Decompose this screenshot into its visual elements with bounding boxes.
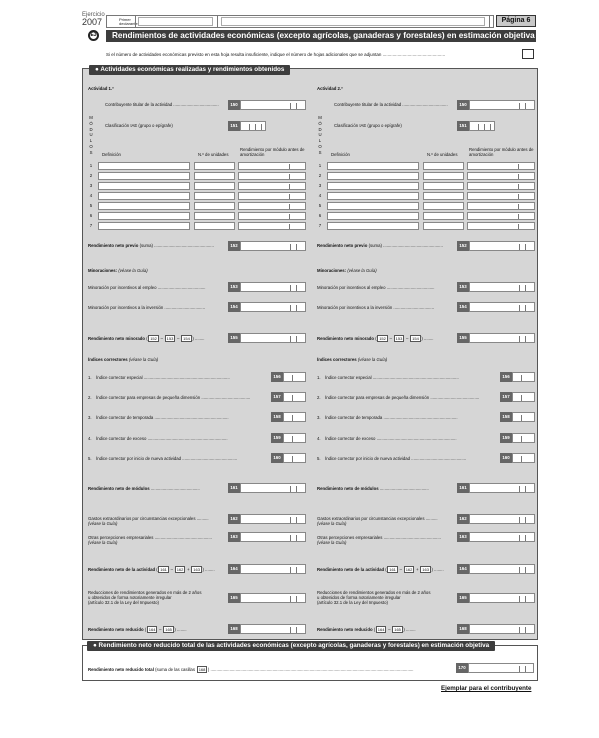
- reducciones-l1: Reducciones de rendimientos generados en más de 2 años: [317, 590, 431, 595]
- rn-minorado-text: Rendimiento neto minorado: [317, 336, 375, 341]
- indices-suffix: (véase la Guía): [357, 357, 388, 362]
- module-definicion-field[interactable]: [98, 192, 190, 200]
- col-definicion-header: Definición: [331, 152, 350, 157]
- reducciones-l2: u obtenidos de forma notoriamente irregular: [317, 595, 401, 600]
- indice-field[interactable]: [283, 453, 306, 463]
- module-definicion-field[interactable]: [327, 192, 419, 200]
- indice-field[interactable]: [283, 412, 306, 422]
- minoraciones-line: [317, 268, 377, 273]
- module-definicion-field[interactable]: [98, 202, 190, 210]
- module-rendimiento-field[interactable]: [467, 222, 535, 230]
- indice-field[interactable]: [512, 392, 535, 402]
- ejemplar-contribuyente: Ejemplar para el contribuyente: [441, 685, 532, 692]
- module-definicion-field[interactable]: [327, 182, 419, 190]
- casilla-161: 161: [228, 483, 240, 493]
- module-definicion-field[interactable]: [327, 172, 419, 180]
- rn-previo-line: [88, 243, 214, 248]
- iae-field[interactable]: [240, 121, 266, 131]
- casilla-155: 155: [228, 333, 240, 343]
- modelo-badge: E3: [88, 30, 99, 41]
- modulos-letter: U: [89, 132, 93, 138]
- modulos-letter: S: [89, 149, 93, 155]
- casilla-indice: 158: [271, 412, 283, 422]
- module-unidades-field[interactable]: [423, 202, 464, 210]
- casilla-168: 168: [457, 624, 469, 634]
- rn-actividad-ref: 161: [160, 567, 167, 572]
- casilla-168: 168: [228, 624, 240, 634]
- module-unidades-field[interactable]: [423, 192, 464, 200]
- indice-number: 1.: [317, 375, 321, 380]
- casilla-161: 161: [457, 483, 469, 493]
- casilla-indice: 156: [500, 372, 512, 382]
- module-row-number: 7: [89, 223, 93, 228]
- casilla-151: 151: [457, 121, 469, 131]
- page-number: Página 6: [496, 15, 536, 27]
- casilla-153: 153: [228, 282, 240, 292]
- rn-modulos-dots: .........................................: [379, 486, 429, 491]
- module-unidades-field[interactable]: [194, 222, 235, 230]
- casilla-162: 162: [457, 514, 469, 524]
- reducciones-l3: (artículo 32.1 de la Ley del Impuesto): [88, 600, 159, 605]
- primer-declarante-label: Primer declarante: [119, 17, 138, 27]
- rn-actividad-ref: 162: [176, 567, 184, 572]
- otras-guia: (véase la Guía): [317, 540, 347, 545]
- rn-actividad-ref: 162: [405, 567, 413, 572]
- module-row-number: 6: [318, 213, 322, 218]
- activity-2: [316, 69, 542, 639]
- clasif-iae-label: Clasificación IAE (grupo o epígrafe): [334, 123, 402, 128]
- rn-modulos-label: Rendimiento neto de módulos: [317, 486, 379, 491]
- minoraciones-line: [88, 268, 148, 273]
- casilla-163: 163: [228, 532, 240, 542]
- col-unidades-header: N.º de unidades: [198, 152, 229, 157]
- titular-field[interactable]: [240, 100, 306, 110]
- module-row-number: 3: [318, 183, 322, 188]
- indice-label: Índice corrector especial ........................................................................: [96, 375, 230, 380]
- casilla-152: 152: [228, 241, 240, 251]
- indice-label: Índice corrector por inicio de nueva actividad ..............................................: [325, 455, 467, 461]
- casilla-indice: 157: [500, 392, 512, 402]
- rn-minorado-field[interactable]: [469, 333, 535, 343]
- reducciones-l1: Reducciones de rendimientos generados en más de 2 años: [88, 590, 202, 595]
- min-inversion-field[interactable]: [469, 302, 535, 312]
- casilla-163: 163: [457, 532, 469, 542]
- activity-title: Actividad 2.ª: [317, 86, 343, 91]
- activity-1: [87, 69, 313, 639]
- module-row-number: 3: [89, 183, 93, 188]
- rn-reducido-text: Rendimiento neto reducido: [88, 627, 144, 632]
- module-definicion-field[interactable]: [327, 222, 419, 230]
- min-inversion-field[interactable]: [240, 302, 306, 312]
- casilla-150: 150: [228, 100, 240, 110]
- gastos-label: Gastos extraordinarios por circunstancias excepcionales ..........: [317, 516, 438, 521]
- min-empleo-label: Minoración por incentivos al empleo ........................................: [88, 285, 206, 290]
- casilla-162: 162: [228, 514, 240, 524]
- indice-label: Índice corrector de temporada ..............................................................: [96, 415, 229, 421]
- module-rendimiento-field[interactable]: [238, 182, 306, 190]
- module-row-number: 4: [318, 193, 322, 198]
- module-row-number: 7: [318, 223, 322, 228]
- otras-label: Otras percepciones empresariales ................................................: [317, 535, 441, 540]
- rn-reducido-ref: 164: [148, 627, 156, 632]
- modulos-letter: Ó: [318, 120, 322, 126]
- module-definicion-field[interactable]: [98, 162, 190, 170]
- indices-label: Índices correctores: [88, 357, 128, 362]
- modulos-letter: Ó: [89, 120, 93, 126]
- rn-modulos-label: Rendimiento neto de módulos: [88, 486, 150, 491]
- module-rendimiento-field[interactable]: [467, 172, 535, 180]
- casilla-indice: 160: [500, 453, 512, 463]
- minoraciones-label: Minoraciones:: [317, 268, 347, 273]
- ejercicio-year: 2007: [82, 17, 103, 27]
- rn-reducido-ref: 165: [165, 627, 172, 632]
- rn-actividad: Rendimiento neto de la actividad ( 161 – 162 + 163 ) ........: [317, 567, 444, 572]
- rn-reducido-ref: 165: [394, 627, 401, 632]
- rn-actividad-text: Rendimiento neto de la actividad: [317, 567, 385, 572]
- module-unidades-field[interactable]: [194, 202, 235, 210]
- otras-field[interactable]: [240, 532, 306, 542]
- rn-reducido-text: Rendimiento neto reducido: [317, 627, 373, 632]
- iae-field[interactable]: [469, 121, 495, 131]
- indice-field[interactable]: [512, 412, 535, 422]
- module-rendimiento-field[interactable]: [238, 212, 306, 220]
- module-definicion-field[interactable]: [98, 182, 190, 190]
- module-unidades-field[interactable]: [194, 212, 235, 220]
- casilla-164: 164: [457, 564, 469, 574]
- rn-modulos-field[interactable]: [469, 483, 535, 493]
- module-rendimiento-field[interactable]: [467, 182, 535, 190]
- modulos-letter: L: [318, 138, 322, 144]
- casilla-indice: 158: [500, 412, 512, 422]
- rn-previo-line: [317, 243, 443, 248]
- hojas-adicionales-field[interactable]: [522, 49, 534, 59]
- total-ref-168: 168: [198, 667, 206, 672]
- module-definicion-field[interactable]: [327, 212, 419, 220]
- indice-field[interactable]: [512, 433, 535, 443]
- indice-label: Índice corrector especial ........................................................................: [325, 375, 459, 380]
- casilla-165: 165: [457, 593, 469, 603]
- rn-previo-field[interactable]: [469, 241, 535, 251]
- nif-field[interactable]: [138, 17, 213, 26]
- rn-reducido-field[interactable]: [469, 624, 535, 634]
- otras-label: Otras percepciones empresariales ................................................: [88, 535, 212, 540]
- indice-field[interactable]: [283, 392, 306, 402]
- modulos-letter: D: [89, 126, 93, 132]
- col-rendimiento-header: Rendimiento por módulo antes de amortización: [240, 147, 305, 157]
- module-rendimiento-field[interactable]: [467, 212, 535, 220]
- titular-field[interactable]: [469, 100, 535, 110]
- module-unidades-field[interactable]: [423, 182, 464, 190]
- rn-reducido-field[interactable]: [240, 624, 306, 634]
- total-box: [82, 642, 538, 681]
- gastos-field[interactable]: [469, 514, 535, 524]
- indice-label: Índice corrector para empresas de pequeña dimensión .........................................: [96, 395, 251, 401]
- clasif-iae-label: Clasificación IAE (grupo o epígrafe): [105, 123, 173, 128]
- indice-number: 4.: [88, 435, 92, 441]
- module-rendimiento-field[interactable]: [238, 202, 306, 210]
- module-row-number: 2: [318, 173, 322, 178]
- indice-field[interactable]: [283, 372, 306, 382]
- module-row-number: 4: [89, 193, 93, 198]
- module-unidades-field[interactable]: [423, 212, 464, 220]
- indice-field[interactable]: [512, 453, 535, 463]
- indice-number: 4.: [317, 435, 321, 441]
- module-row-number: 1: [318, 163, 322, 168]
- indices-line: [88, 357, 158, 362]
- module-unidades-field[interactable]: [194, 192, 235, 200]
- gastos-label: Gastos extraordinarios por circunstancias excepcionales ..........: [88, 516, 209, 521]
- indice-number: 5.: [317, 455, 321, 461]
- rn-previo-field[interactable]: [240, 241, 306, 251]
- module-unidades-field[interactable]: [423, 162, 464, 170]
- total-suffix: (suma de las casillas: [155, 667, 195, 672]
- col-rendimiento-header: Rendimiento por módulo antes de amortización: [469, 147, 534, 157]
- indice-field[interactable]: [512, 372, 535, 382]
- casilla-165: 165: [228, 593, 240, 603]
- rn-modulos-dots: .........................................: [150, 486, 200, 491]
- casilla-170: 170: [456, 663, 468, 673]
- indice-number: 2.: [88, 395, 92, 401]
- casilla-indice: 157: [271, 392, 283, 402]
- activities-panel: [82, 68, 538, 640]
- indice-label: Índice corrector de exceso ...................................................................: [96, 435, 228, 441]
- rn-minorado-field[interactable]: [240, 333, 306, 343]
- indice-label: Índice corrector por inicio de nueva actividad ..............................................: [96, 455, 238, 461]
- rn-actividad-field[interactable]: [469, 564, 535, 574]
- otras-field[interactable]: [469, 532, 535, 542]
- rn-modulos-field[interactable]: [240, 483, 306, 493]
- module-row-number: 5: [89, 203, 93, 208]
- indices-suffix: (véase la Guía): [128, 357, 159, 362]
- module-unidades-field[interactable]: [194, 182, 235, 190]
- minoraciones-suffix: (véase la Guía): [347, 268, 377, 273]
- casilla-indice: 156: [271, 372, 283, 382]
- min-empleo-label: Minoración por incentivos al empleo ........................................: [317, 285, 435, 290]
- rn-previo-suffix: (suma) ..................................................: [139, 243, 214, 248]
- total-label: Rendimiento neto reducido total: [88, 667, 154, 672]
- casilla-indice: 159: [271, 433, 283, 443]
- rn-minorado-text: Rendimiento neto minorado: [88, 336, 146, 341]
- rn-modulos-line: [88, 486, 200, 491]
- ejercicio-label: [82, 12, 105, 27]
- gastos-field[interactable]: [240, 514, 306, 524]
- indice-number: 5.: [88, 455, 92, 461]
- module-rendimiento-field[interactable]: [238, 172, 306, 180]
- minoraciones-label: Minoraciones:: [88, 268, 118, 273]
- rn-minorado: Rendimiento neto minorado ( 152 – 153 – 154 ) ........: [317, 336, 434, 341]
- modulos-letter: S: [318, 149, 322, 155]
- module-definicion-field[interactable]: [327, 202, 419, 210]
- rn-reducido: Rendimiento neto reducido ( 164 – 165 ) ........: [317, 627, 416, 632]
- module-definicion-field[interactable]: [98, 212, 190, 220]
- modulos-letter: U: [318, 132, 322, 138]
- module-unidades-field[interactable]: [423, 172, 464, 180]
- rn-minorado-ref: 152: [379, 336, 386, 341]
- min-empleo-field[interactable]: [469, 282, 535, 292]
- modulos-letter: O: [89, 144, 93, 149]
- modulos-letter: L: [89, 138, 93, 144]
- modulos-letter: O: [318, 144, 322, 149]
- rn-actividad-ref: 163: [193, 567, 200, 572]
- apellidos-field[interactable]: [221, 17, 485, 26]
- casilla-154: 154: [457, 302, 469, 312]
- indice-label: Índice corrector de exceso ...................................................................: [325, 435, 457, 441]
- rn-actividad-field[interactable]: [240, 564, 306, 574]
- module-definicion-field[interactable]: [98, 222, 190, 230]
- section-header-total: ● Rendimiento neto reducido total de las actividades económicas (excepto agrícolas, ganaderas y forestales) en estimación objetiva: [87, 641, 495, 651]
- indice-number: 3.: [88, 415, 92, 421]
- rn-minorado-ref: 154: [183, 336, 190, 341]
- reducciones-l2: u obtenidos de forma notoriamente irregular: [88, 595, 172, 600]
- casilla-164: 164: [228, 564, 240, 574]
- casilla-indice: 160: [271, 453, 283, 463]
- module-unidades-field[interactable]: [423, 222, 464, 230]
- casilla-150: 150: [457, 100, 469, 110]
- minoraciones-suffix: (véase la Guía): [118, 268, 148, 273]
- rn-reducido-ref: 164: [377, 627, 385, 632]
- indices-line: [317, 357, 387, 362]
- total-label-line: [88, 666, 413, 673]
- indice-number: 2.: [317, 395, 321, 401]
- gastos-guia: (véase la Guía): [88, 521, 118, 526]
- module-rendimiento-field[interactable]: [238, 222, 306, 230]
- rn-actividad-text: Rendimiento neto de la actividad: [88, 567, 156, 572]
- activity-title: Actividad 1.ª: [88, 86, 114, 91]
- indice-number: 3.: [317, 415, 321, 421]
- rn-actividad: Rendimiento neto de la actividad ( 161 – 162 + 163 ) ........: [88, 567, 215, 572]
- col-definicion-header: Definición: [102, 152, 121, 157]
- indices-label: Índices correctores: [317, 357, 357, 362]
- module-unidades-field[interactable]: [194, 172, 235, 180]
- indice-number: 1.: [88, 375, 92, 380]
- rn-modulos-line: [317, 486, 429, 491]
- module-definicion-field[interactable]: [327, 162, 419, 170]
- rn-minorado-ref: 153: [395, 336, 403, 341]
- module-rendimiento-field[interactable]: [238, 192, 306, 200]
- casilla-indice: 159: [500, 433, 512, 443]
- titular-label: Contribuyente titular de la actividad ......................................: [334, 102, 448, 107]
- casilla-152: 152: [457, 241, 469, 251]
- rn-minorado-ref: 154: [412, 336, 419, 341]
- module-definicion-field[interactable]: [98, 172, 190, 180]
- modulos-letter: D: [318, 126, 322, 132]
- rn-previo-suffix: (suma) ..................................................: [368, 243, 443, 248]
- otras-guia: (véase la Guía): [88, 540, 118, 545]
- casilla-153: 153: [457, 282, 469, 292]
- rn-minorado-ref: 152: [150, 336, 157, 341]
- reducciones-l3: (artículo 32.1 de la Ley del Impuesto): [317, 600, 388, 605]
- module-rendimiento-field[interactable]: [238, 162, 306, 170]
- indice-label: Índice corrector de temporada ..............................................................: [325, 415, 458, 421]
- ejercicio-text: Ejercicio: [82, 12, 105, 18]
- reducciones-field[interactable]: [240, 593, 306, 603]
- module-row-number: 2: [89, 173, 93, 178]
- indice-field[interactable]: [283, 433, 306, 443]
- module-row-number: 1: [89, 163, 93, 168]
- casilla-155: 155: [457, 333, 469, 343]
- rn-minorado: Rendimiento neto minorado ( 152 – 153 – 154 ) ........: [88, 336, 205, 341]
- rn-actividad-ref: 161: [389, 567, 396, 572]
- min-inversion-label: Minoración por incentivos a la inversión ..................................: [317, 305, 435, 310]
- reducciones-field[interactable]: [469, 593, 535, 603]
- rn-previo-label: Rendimiento neto previo: [317, 243, 368, 248]
- module-rendimiento-field[interactable]: [467, 162, 535, 170]
- module-rendimiento-field[interactable]: [467, 192, 535, 200]
- total-170-field[interactable]: [468, 663, 534, 673]
- rn-reducido: Rendimiento neto reducido ( 164 – 165 ) ........: [88, 627, 187, 632]
- gastos-guia: (véase la Guía): [317, 521, 347, 526]
- min-empleo-field[interactable]: [240, 282, 306, 292]
- module-row-number: 5: [318, 203, 322, 208]
- min-inversion-label: Minoración por incentivos a la inversión ..................................: [88, 305, 206, 310]
- rn-actividad-ref: 163: [422, 567, 429, 572]
- casilla-154: 154: [228, 302, 240, 312]
- module-rendimiento-field[interactable]: [467, 202, 535, 210]
- rn-minorado-ref: 153: [166, 336, 174, 341]
- module-row-number: 6: [89, 213, 93, 218]
- nota-hojas-adicionales: Si el número de actividades económicas previsto en esta hoja resulta insuficiente, indique el número de hojas adicionales que se adjuntan ..................................................: [106, 52, 446, 57]
- casilla-151: 151: [228, 121, 240, 131]
- total-dots: ) ..........................................................................................................................................................................: [207, 667, 414, 672]
- indice-label: Índice corrector para empresas de pequeña dimensión .........................................: [325, 395, 480, 401]
- module-unidades-field[interactable]: [194, 162, 235, 170]
- section-header-actividades: ● Actividades económicas realizadas y rendimientos obtenidos: [89, 65, 290, 75]
- page-title: Rendimientos de actividades económicas (excepto agrícolas, ganaderas y forestales) en estimación objetiva: [106, 30, 536, 42]
- modulos-letter: M: [318, 115, 322, 120]
- titular-label: Contribuyente titular de la actividad ......................................: [105, 102, 219, 107]
- col-unidades-header: N.º de unidades: [427, 152, 458, 157]
- rn-previo-label: Rendimiento neto previo: [88, 243, 139, 248]
- modulos-letter: M: [89, 115, 93, 120]
